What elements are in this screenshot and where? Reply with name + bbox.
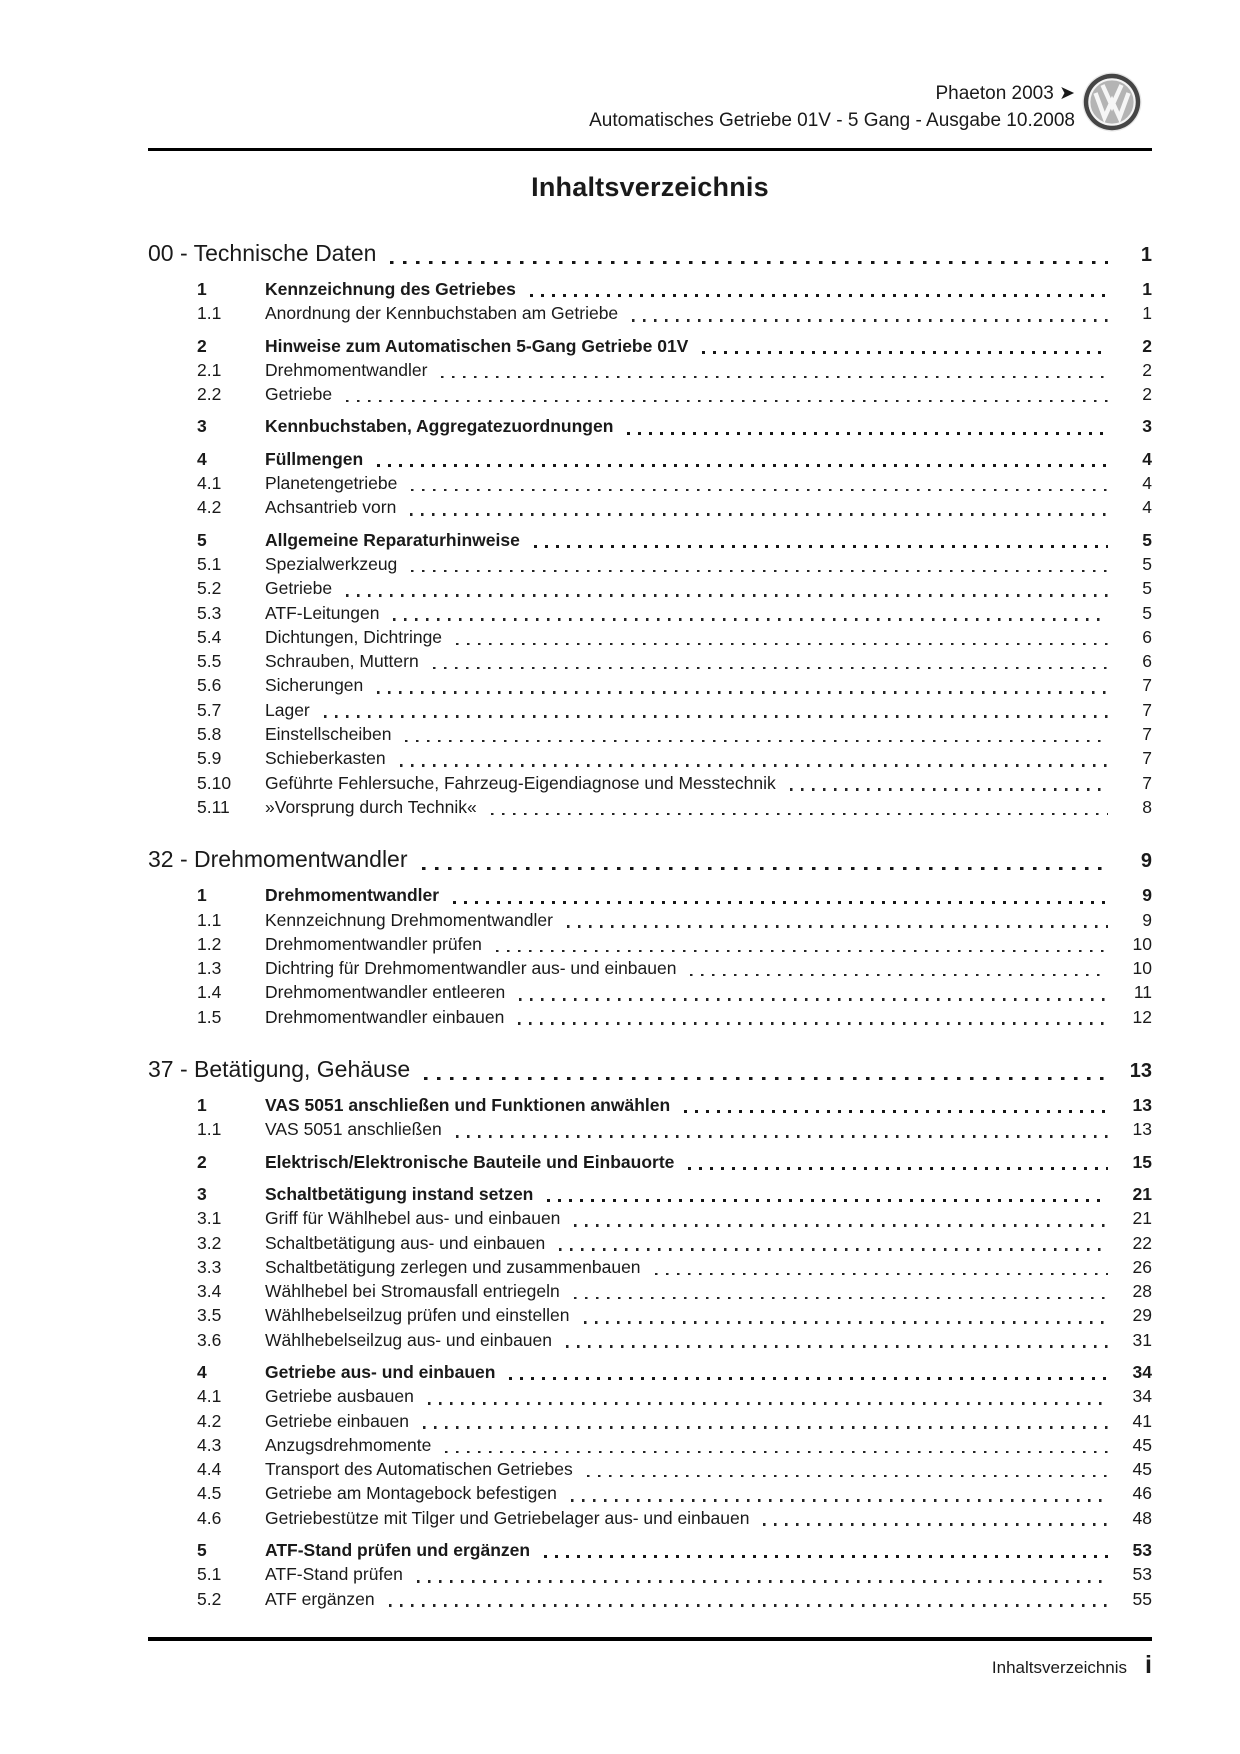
toc-entry-title: Drehmomentwandler bbox=[265, 885, 440, 906]
toc-entry-title: Kennzeichnung Drehmomentwandler bbox=[265, 909, 553, 930]
toc-entry-title: Getriebe bbox=[265, 578, 333, 599]
toc-entry-title: Drehmomentwandler prüfen bbox=[265, 933, 482, 954]
toc-entry-number: 4.1 bbox=[197, 473, 222, 494]
toc-entry-number: 3 bbox=[197, 416, 207, 437]
toc-entry-page-number: 5 bbox=[1142, 553, 1152, 574]
toc-entry-title: Schrauben, Muttern bbox=[265, 651, 419, 672]
toc-entry-title: Getriebe bbox=[265, 384, 333, 405]
dot-leader bbox=[346, 594, 1108, 597]
toc-entry-title: Spezialwerkzeug bbox=[265, 553, 398, 574]
toc-entry-number: 5.3 bbox=[197, 602, 222, 623]
toc-entry-number: 2 bbox=[197, 335, 207, 356]
dot-leader bbox=[422, 867, 1108, 870]
toc-entry-title: Hinweise zum Automatischen 5-Gang Getriebe 01V bbox=[265, 335, 689, 356]
toc-entry-page-number: 12 bbox=[1132, 1006, 1152, 1027]
toc-entry-title: Schaltbetätigung aus- und einbauen bbox=[265, 1232, 546, 1253]
toc-entry-row bbox=[148, 956, 1152, 980]
toc-entry-number: 4.2 bbox=[197, 497, 222, 518]
toc-entry-number: 3.2 bbox=[197, 1232, 222, 1253]
toc-entry-row bbox=[148, 673, 1152, 697]
toc-entry-number: 4.5 bbox=[197, 1483, 222, 1504]
toc-entry-row bbox=[148, 358, 1152, 382]
dot-leader bbox=[491, 813, 1108, 816]
dot-leader bbox=[411, 570, 1108, 573]
toc-entry-title: Getriebe aus- und einbauen bbox=[265, 1361, 496, 1382]
toc-entry-number: 1.4 bbox=[197, 982, 222, 1003]
dot-leader bbox=[571, 1499, 1108, 1502]
dot-leader bbox=[400, 764, 1108, 767]
toc-entry-page-number: 21 bbox=[1132, 1208, 1152, 1229]
toc-entry-page-number: 34 bbox=[1132, 1386, 1152, 1407]
toc-entry-number: 1.2 bbox=[197, 933, 222, 954]
toc-entry-title: Sicherungen bbox=[265, 675, 364, 696]
header-text-block bbox=[589, 80, 1075, 134]
toc-entry-row bbox=[148, 414, 1152, 438]
dot-leader bbox=[518, 1022, 1108, 1025]
toc-entry-page-number: 2 bbox=[1142, 384, 1152, 405]
toc-entry-title: Schieberkasten bbox=[265, 748, 386, 769]
toc-entry-number: 5.10 bbox=[197, 772, 232, 793]
toc-section-title: 00 - Technische Daten bbox=[148, 240, 377, 266]
toc-entry-title: Drehmomentwandler bbox=[265, 359, 428, 380]
dot-leader bbox=[433, 667, 1108, 670]
toc-section-title: 32 - Drehmomentwandler bbox=[148, 846, 408, 873]
toc-entry-title: Schaltbetätigung zerlegen und zusammenbauen bbox=[265, 1256, 641, 1277]
dot-leader bbox=[790, 788, 1108, 791]
toc-entry-page-number: 7 bbox=[1142, 675, 1152, 696]
toc-entry-row bbox=[148, 698, 1152, 722]
toc-entry-page-number: 9 bbox=[1142, 885, 1152, 906]
toc-entry-row bbox=[148, 1206, 1152, 1230]
toc-entry-page-number: 10 bbox=[1132, 933, 1152, 954]
toc-entry-number: 1.3 bbox=[197, 958, 222, 979]
toc-entry-title: Schaltbetätigung instand setzen bbox=[265, 1183, 534, 1204]
dot-leader bbox=[530, 294, 1108, 297]
toc-entry-page-number: 31 bbox=[1132, 1329, 1152, 1350]
toc-entry-row bbox=[148, 1182, 1152, 1206]
toc-entry-number: 5.1 bbox=[197, 553, 222, 574]
toc-entry-title: Getriebe ausbauen bbox=[265, 1386, 414, 1407]
toc-entry-row bbox=[148, 1117, 1152, 1141]
toc-entry-page-number: 13 bbox=[1132, 1119, 1152, 1140]
toc-entry-number: 2.1 bbox=[197, 359, 222, 380]
toc-entry-row bbox=[148, 382, 1152, 406]
toc-section-page-number: 9 bbox=[1140, 850, 1152, 873]
toc-entry-row bbox=[148, 447, 1152, 471]
toc-entry-row bbox=[148, 1279, 1152, 1303]
toc-entry-number: 5.2 bbox=[197, 578, 222, 599]
dot-leader bbox=[684, 1110, 1108, 1113]
toc-entry-number: 3.1 bbox=[197, 1208, 222, 1229]
dot-leader bbox=[453, 901, 1108, 904]
toc-entry-title: Wählhebel bei Stromausfall entriegeln bbox=[265, 1281, 560, 1302]
toc-section-header-row bbox=[148, 239, 1152, 269]
dot-leader bbox=[377, 691, 1108, 694]
toc-entry-page-number: 28 bbox=[1132, 1281, 1152, 1302]
toc-entry-title: VAS 5051 anschließen bbox=[265, 1119, 442, 1140]
toc-entry-row bbox=[148, 301, 1152, 325]
toc-entry-number: 5.7 bbox=[197, 699, 222, 720]
toc-entry-title: ATF-Leitungen bbox=[265, 602, 380, 623]
toc-entry-number: 5 bbox=[197, 529, 207, 550]
dot-leader bbox=[567, 925, 1108, 928]
toc-entry-title: VAS 5051 anschließen und Funktionen anwählen bbox=[265, 1095, 671, 1116]
toc-entry-number: 5.6 bbox=[197, 675, 222, 696]
toc-entry-row bbox=[148, 795, 1152, 819]
toc-section-title: 37 - Betätigung, Gehäuse bbox=[148, 1056, 411, 1083]
toc-entry-row bbox=[148, 1433, 1152, 1457]
toc-entry-title: Griff für Wählhebel aus- und einbauen bbox=[265, 1208, 561, 1229]
toc-entry-row bbox=[148, 552, 1152, 576]
toc-entry-row bbox=[148, 1587, 1152, 1611]
toc-entry-number: 3.6 bbox=[197, 1329, 222, 1350]
toc-entry-page-number: 11 bbox=[1133, 982, 1152, 1003]
toc-entry-number: 4 bbox=[197, 448, 207, 469]
toc-entry-title: Elektrisch/Elektronische Bauteile und Einbauorte bbox=[265, 1151, 675, 1172]
toc-entry-row bbox=[148, 932, 1152, 956]
toc-entry-title: Drehmomentwandler einbauen bbox=[265, 1006, 505, 1027]
toc-entry-page-number: 9 bbox=[1142, 909, 1152, 930]
toc-entry-row bbox=[148, 1005, 1152, 1029]
toc-entry-page-number: 4 bbox=[1142, 497, 1152, 518]
toc-entry-page-number: 21 bbox=[1132, 1183, 1152, 1204]
toc-entry-number: 5.11 bbox=[197, 796, 230, 817]
dot-leader bbox=[547, 1199, 1108, 1202]
toc-entry-number: 4.4 bbox=[197, 1459, 222, 1480]
dot-leader bbox=[324, 715, 1108, 718]
toc-entry-title: Getriebe einbauen bbox=[265, 1410, 409, 1431]
toc-entry-page-number: 46 bbox=[1132, 1483, 1152, 1504]
footer-page-number: i bbox=[1145, 1650, 1152, 1679]
toc-entry-page-number: 4 bbox=[1142, 473, 1152, 494]
toc-entry-title: ATF ergänzen bbox=[265, 1588, 375, 1609]
toc-entry-row bbox=[148, 1093, 1152, 1117]
dot-leader bbox=[390, 261, 1108, 264]
toc-entry-title: Anzugsdrehmomente bbox=[265, 1434, 432, 1455]
dot-leader bbox=[424, 1077, 1108, 1080]
toc-entry-number: 1.1 bbox=[197, 909, 222, 930]
toc-entry-number: 4.2 bbox=[197, 1410, 222, 1431]
toc-entry-number: 3.5 bbox=[197, 1305, 222, 1326]
toc-entry-page-number: 5 bbox=[1142, 529, 1152, 550]
toc-entry-row bbox=[148, 1506, 1152, 1530]
toc-entry-row bbox=[148, 576, 1152, 600]
toc-entry-title: Füllmengen bbox=[265, 448, 364, 469]
toc-section bbox=[148, 1055, 1152, 1611]
dot-leader bbox=[544, 1555, 1108, 1558]
toc-entry-row bbox=[148, 1481, 1152, 1505]
toc-entry-number: 3.4 bbox=[197, 1281, 222, 1302]
toc-section bbox=[148, 845, 1152, 1029]
toc-entry-page-number: 4 bbox=[1142, 448, 1152, 469]
toc-entry-title: Lager bbox=[265, 699, 310, 720]
toc-entry-title: Allgemeine Reparaturhinweise bbox=[265, 529, 520, 550]
toc-entry-page-number: 48 bbox=[1132, 1507, 1152, 1528]
toc-entry-row bbox=[148, 625, 1152, 649]
toc-entry-page-number: 22 bbox=[1132, 1232, 1152, 1253]
toc-entry-page-number: 1 bbox=[1142, 303, 1152, 324]
dot-leader bbox=[410, 513, 1108, 516]
toc-entry-page-number: 26 bbox=[1132, 1256, 1152, 1277]
dot-leader bbox=[584, 1321, 1108, 1324]
toc-entry-page-number: 10 bbox=[1132, 958, 1152, 979]
toc-section-page-number: 13 bbox=[1129, 1060, 1152, 1083]
toc-entry-number: 4.1 bbox=[197, 1386, 222, 1407]
toc-entry-row bbox=[148, 1409, 1152, 1433]
dot-leader bbox=[574, 1224, 1108, 1227]
toc-entry-page-number: 45 bbox=[1132, 1459, 1152, 1480]
toc-entry-row bbox=[148, 1303, 1152, 1327]
dot-leader bbox=[445, 1451, 1108, 1454]
toc-entry-row bbox=[148, 908, 1152, 932]
toc-entry-number: 2 bbox=[197, 1151, 207, 1172]
toc-entry-title: Getriebe am Montagebock befestigen bbox=[265, 1483, 557, 1504]
toc-entry-row bbox=[148, 277, 1152, 301]
toc-entry-title: Wählhebelseilzug aus- und einbauen bbox=[265, 1329, 553, 1350]
toc-entry-row bbox=[148, 722, 1152, 746]
dot-leader bbox=[428, 1402, 1108, 1405]
toc-entry-number: 5.9 bbox=[197, 748, 222, 769]
dot-leader bbox=[627, 432, 1108, 435]
toc-entry-title: Anordnung der Kennbuchstaben am Getriebe bbox=[265, 303, 619, 324]
dot-leader bbox=[456, 1135, 1108, 1138]
toc-entry-page-number: 53 bbox=[1132, 1540, 1152, 1561]
toc-entry-number: 1.1 bbox=[197, 1119, 222, 1140]
dot-leader bbox=[587, 1475, 1108, 1478]
toc-entry-row bbox=[148, 1231, 1152, 1255]
toc-entry-row bbox=[148, 883, 1152, 907]
dot-leader bbox=[509, 1377, 1108, 1380]
toc-entry-row bbox=[148, 1384, 1152, 1408]
toc-entry-page-number: 5 bbox=[1142, 602, 1152, 623]
toc-section-header-row bbox=[148, 1055, 1152, 1085]
toc-entry-number: 3 bbox=[197, 1183, 207, 1204]
toc-entry-number: 5.8 bbox=[197, 724, 222, 745]
table-of-contents bbox=[148, 239, 1152, 1611]
toc-entry-title: Dichtring für Drehmomentwandler aus- und einbauen bbox=[265, 958, 677, 979]
page-title: Inhaltsverzeichnis bbox=[531, 172, 769, 202]
footer-rule bbox=[148, 1637, 1152, 1641]
dot-leader bbox=[534, 545, 1108, 548]
toc-entry-page-number: 8 bbox=[1142, 796, 1152, 817]
toc-entry-number: 1 bbox=[197, 885, 207, 906]
dot-leader bbox=[566, 1345, 1108, 1348]
header-subtitle-line: Automatisches Getriebe 01V - 5 Gang - Ausgabe 10.2008 bbox=[589, 110, 1075, 131]
toc-entry-number: 4.3 bbox=[197, 1434, 222, 1455]
toc-entry-row bbox=[148, 495, 1152, 519]
toc-entry-page-number: 7 bbox=[1142, 724, 1152, 745]
dot-leader bbox=[346, 400, 1108, 403]
toc-entry-number: 1.5 bbox=[197, 1006, 222, 1027]
toc-entry-page-number: 15 bbox=[1132, 1151, 1152, 1172]
dot-leader bbox=[519, 998, 1108, 1001]
toc-entry-row bbox=[148, 1360, 1152, 1384]
toc-entry-row bbox=[148, 334, 1152, 358]
dot-leader bbox=[441, 376, 1108, 379]
toc-entry-number: 4 bbox=[197, 1361, 207, 1382]
toc-entry-page-number: 53 bbox=[1132, 1564, 1152, 1585]
dot-leader bbox=[456, 643, 1108, 646]
toc-entry-title: Geführte Fehlersuche, Fahrzeug-Eigendiagnose und Messtechnik bbox=[265, 772, 776, 793]
toc-section-page-number: 1 bbox=[1140, 244, 1152, 266]
header-rule bbox=[148, 148, 1152, 151]
dot-leader bbox=[559, 1248, 1108, 1251]
toc-entry-number: 1 bbox=[197, 1095, 207, 1116]
dot-leader bbox=[574, 1297, 1108, 1300]
toc-entry-row bbox=[148, 1150, 1152, 1174]
toc-entry-page-number: 55 bbox=[1132, 1588, 1152, 1609]
toc-entry-row bbox=[148, 1255, 1152, 1279]
toc-entry-number: 5.4 bbox=[197, 626, 222, 647]
dot-leader bbox=[655, 1273, 1108, 1276]
toc-entry-page-number: 5 bbox=[1142, 578, 1152, 599]
dot-leader bbox=[702, 351, 1108, 354]
toc-entry-page-number: 2 bbox=[1142, 359, 1152, 380]
toc-entry-row bbox=[148, 601, 1152, 625]
toc-entry-page-number: 7 bbox=[1142, 748, 1152, 769]
toc-section-header-row bbox=[148, 845, 1152, 875]
toc-entry-title: Einstellscheiben bbox=[265, 724, 392, 745]
toc-entry-title: Dichtungen, Dichtringe bbox=[265, 626, 443, 647]
toc-entry-number: 1 bbox=[197, 279, 207, 299]
toc-entry-title: Kennzeichnung des Getriebes bbox=[265, 279, 516, 299]
toc-entry-row bbox=[148, 1562, 1152, 1586]
page-header bbox=[0, 0, 1240, 151]
toc-entry-number: 5.1 bbox=[197, 1564, 222, 1585]
toc-entry-row bbox=[148, 1538, 1152, 1562]
toc-entry-row bbox=[148, 980, 1152, 1004]
toc-entry-row bbox=[148, 1457, 1152, 1481]
toc-entry-number: 5.5 bbox=[197, 651, 222, 672]
vw-logo-icon bbox=[1082, 72, 1142, 132]
toc-entry-row bbox=[148, 471, 1152, 495]
toc-entry-page-number: 2 bbox=[1142, 335, 1152, 356]
dot-leader bbox=[688, 1167, 1108, 1170]
toc-entry-title: ATF-Stand prüfen bbox=[265, 1564, 403, 1585]
toc-entry-page-number: 13 bbox=[1132, 1095, 1152, 1116]
dot-leader bbox=[393, 618, 1108, 621]
toc-entry-row bbox=[148, 771, 1152, 795]
toc-entry-title: Achsantrieb vorn bbox=[265, 497, 397, 518]
dot-leader bbox=[423, 1426, 1108, 1429]
toc-entry-title: ATF-Stand prüfen und ergänzen bbox=[265, 1540, 531, 1561]
toc-entry-number: 4.6 bbox=[197, 1507, 222, 1528]
toc-entry-page-number: 34 bbox=[1132, 1361, 1152, 1382]
toc-entry-number: 5 bbox=[197, 1540, 207, 1561]
footer-label: Inhaltsverzeichnis bbox=[991, 1657, 1128, 1677]
dot-leader bbox=[763, 1523, 1108, 1526]
toc-entry-title: Wählhebelseilzug prüfen und einstellen bbox=[265, 1305, 570, 1326]
dot-leader bbox=[411, 489, 1108, 492]
toc-entry-number: 1.1 bbox=[197, 303, 222, 324]
toc-entry-number: 5.2 bbox=[197, 1588, 222, 1609]
page-footer bbox=[148, 1651, 1152, 1680]
toc-entry-page-number: 3 bbox=[1142, 416, 1152, 437]
toc-entry-page-number: 6 bbox=[1142, 651, 1152, 672]
dot-leader bbox=[389, 1604, 1108, 1607]
toc-entry-row bbox=[148, 528, 1152, 552]
toc-entry-number: 2.2 bbox=[197, 384, 222, 405]
toc-entry-page-number: 45 bbox=[1132, 1434, 1152, 1455]
toc-entry-page-number: 6 bbox=[1142, 626, 1152, 647]
toc-entry-page-number: 7 bbox=[1142, 699, 1152, 720]
toc-entry-page-number: 7 bbox=[1142, 772, 1152, 793]
toc-entry-number: 3.3 bbox=[197, 1256, 222, 1277]
dot-leader bbox=[377, 464, 1108, 467]
toc-entry-page-number: 1 bbox=[1142, 279, 1152, 299]
dot-leader bbox=[690, 974, 1108, 977]
header-model-line: Phaeton 2003 ➤ bbox=[935, 83, 1075, 104]
toc-section bbox=[148, 239, 1152, 819]
toc-entry-title: Drehmomentwandler entleeren bbox=[265, 982, 506, 1003]
toc-entry-title: Getriebestütze mit Tilger und Getriebelager aus- und einbauen bbox=[265, 1507, 750, 1528]
toc-entry-title: »Vorsprung durch Technik« bbox=[265, 796, 477, 817]
toc-entry-title: Planetengetriebe bbox=[265, 473, 398, 494]
toc-entry-page-number: 29 bbox=[1132, 1305, 1152, 1326]
dot-leader bbox=[632, 319, 1108, 322]
toc-entry-row bbox=[148, 746, 1152, 770]
dot-leader bbox=[496, 950, 1108, 953]
dot-leader bbox=[405, 740, 1108, 743]
toc-entry-row bbox=[148, 649, 1152, 673]
toc-entry-title: Transport des Automatischen Getriebes bbox=[265, 1459, 573, 1480]
dot-leader bbox=[417, 1580, 1108, 1583]
toc-entry-title: Kennbuchstaben, Aggregatezuordnungen bbox=[265, 416, 614, 437]
toc-entry-page-number: 41 bbox=[1132, 1410, 1152, 1431]
toc-entry-row bbox=[148, 1328, 1152, 1352]
